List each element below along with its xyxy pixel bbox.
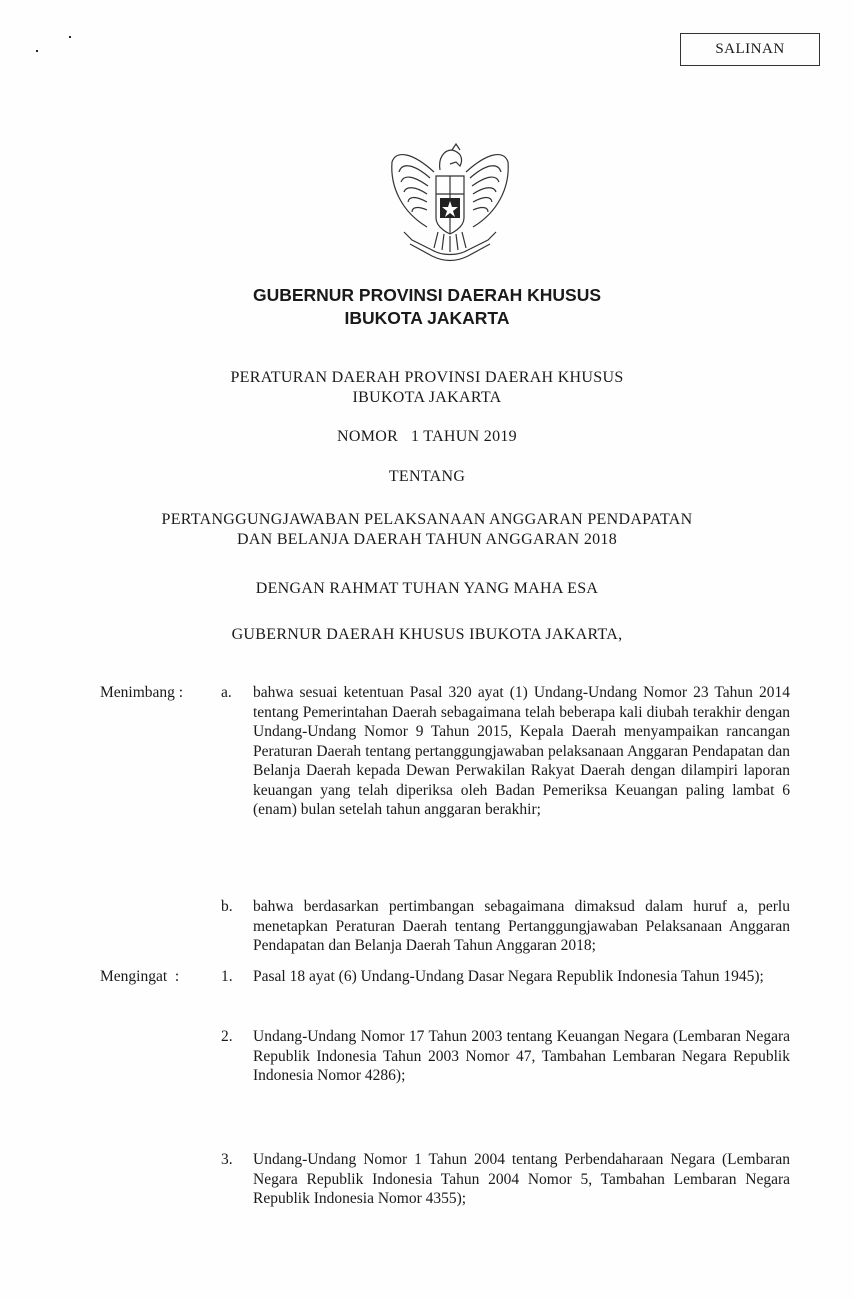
item-text: Pasal 18 ayat (6) Undang-Undang Dasar Negara Republik Indonesia Tahun 1945); bbox=[253, 968, 764, 985]
about-label: TENTANG bbox=[388, 468, 466, 485]
authority-line: GUBERNUR DAERAH KHUSUS IBUKOTA JAKARTA, bbox=[231, 626, 623, 643]
governor-heading bbox=[0, 284, 854, 330]
item-text: bahwa sesuai ketentuan Pasal 320 ayat (1) Undang-Undang Nomor 23 Tahun 2014 tentang Pemerintahan Daerah sebagaimana telah beberapa kali diubah terakhir dengan Undang-Undang Nomor 9 Tahun 2015, Kepala Daerah menyampaikan rancangan Peraturan Daerah tentang pertanggungjawaban pelaksanaan Anggaran Pendapatan dan Belanja Daerah kepada Dewan Perwakilan Rakyat Daerah dengan dilampiri laporan keuangan yang telah diperiksa oleh Badan Pemeriksa Keuangan paling lambat 6 (enam) bulan setelah tahun anggaran berakhir; bbox=[253, 684, 790, 818]
garuda-emblem-icon bbox=[382, 132, 518, 270]
garuda-emblem-svg bbox=[382, 132, 518, 270]
item-text: bahwa berdasarkan pertimbangan sebagaimana dimaksud dalam huruf a, perlu menetapkan Peraturan Daerah tentang Pertanggungjawaban Pelaksanaan Anggaran Pendapatan dan Belanja Daerah Tahun Anggaran 2018; bbox=[253, 898, 790, 954]
mengingat-item bbox=[221, 1150, 790, 1209]
item-marker: a. bbox=[221, 684, 232, 701]
item-marker: 3. bbox=[221, 1151, 233, 1168]
mengingat-item bbox=[221, 967, 790, 987]
blessing-line: DENGAN RAHMAT TUHAN YANG MAHA ESA bbox=[255, 580, 599, 597]
regulation-title bbox=[0, 368, 854, 408]
regulation-number: NOMOR 1 TAHUN 2019 bbox=[337, 428, 517, 445]
scan-speck bbox=[69, 36, 71, 38]
governor-heading-line2: IBUKOTA JAKARTA bbox=[344, 308, 510, 328]
item-text: Undang-Undang Nomor 1 Tahun 2004 tentang Perbendaharaan Negara (Lembaran Negara Republik Indonesia Tahun 2004 Nomor 5, Tambahan Lembaran Negara Republik Indonesia Nomor 4355); bbox=[253, 1151, 790, 1207]
scan-speck bbox=[36, 50, 38, 52]
item-marker: 1. bbox=[221, 968, 233, 985]
mengingat-item bbox=[221, 1027, 790, 1086]
governor-heading-line1: GUBERNUR PROVINSI DAERAH KHUSUS bbox=[252, 285, 602, 305]
mengingat-label: Mengingat : bbox=[100, 968, 180, 985]
regulation-title-line2: IBUKOTA JAKARTA bbox=[352, 389, 502, 406]
menimbang-label: Menimbang : bbox=[100, 684, 184, 701]
regulation-subject-line1: PERTANGGUNGJAWABAN PELAKSANAAN ANGGARAN PENDAPATAN bbox=[161, 511, 693, 528]
item-marker: 2. bbox=[221, 1028, 233, 1045]
salinan-stamp bbox=[680, 33, 820, 66]
regulation-title-line1: PERATURAN DAERAH PROVINSI DAERAH KHUSUS bbox=[230, 369, 624, 386]
stamp-label: SALINAN bbox=[715, 41, 785, 57]
menimbang-item bbox=[221, 897, 790, 956]
item-text: Undang-Undang Nomor 17 Tahun 2003 tentang Keuangan Negara (Lembaran Negara Republik Indonesia Tahun 2003 Nomor 47, Tambahan Lembaran Negara Republik Indonesia Nomor 4286); bbox=[253, 1028, 790, 1084]
regulation-subject bbox=[0, 510, 854, 550]
regulation-subject-line2: DAN BELANJA DAERAH TAHUN ANGGARAN 2018 bbox=[236, 531, 618, 548]
item-marker: b. bbox=[221, 898, 233, 915]
menimbang-item bbox=[221, 683, 790, 820]
